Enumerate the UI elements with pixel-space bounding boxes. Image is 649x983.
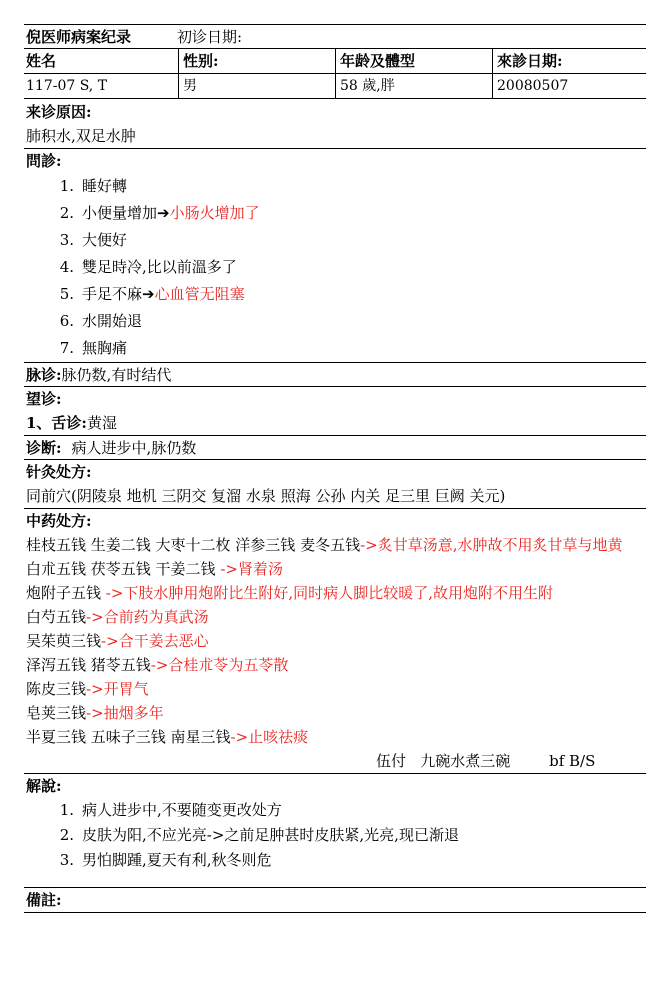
herb-line: 皂荚三钱->抽烟多年	[26, 704, 164, 722]
acupuncture-text: 同前穴(阴陵泉 地机 三阴交 复溜 水泉 照海 公孙 内关 足三里 巨阙 关元)	[26, 487, 506, 505]
reason-section	[24, 98, 646, 148]
list-item: 7. 無胸痛	[59, 339, 128, 357]
info-values-row	[24, 73, 646, 98]
diagnosis-title: 诊断:	[26, 439, 62, 457]
reason-title: 来诊原因:	[26, 103, 92, 121]
pulse-section	[24, 362, 646, 386]
herbal-section	[24, 508, 646, 773]
list-item: 1. 睡好轉	[59, 177, 128, 195]
herb-line: 炮附子五钱 ->下肢水肿用炮附比生附好,同时病人脚比较暖了,故用炮附不用生附	[26, 584, 553, 602]
diagnosis-text: 病人进步中,脉仍数	[71, 439, 197, 457]
dosage-text: 伍付 九碗水煮三碗	[376, 752, 511, 770]
explanation-title: 解說:	[26, 777, 62, 795]
name-value: 117-07 S, T	[26, 78, 108, 94]
explanation-section	[24, 773, 646, 887]
spacer	[24, 873, 646, 887]
record-title: 倪医师病案纪录	[26, 28, 132, 46]
inquiry-list	[24, 173, 646, 362]
diagnosis-section	[24, 435, 646, 459]
list-item: 1. 病人进步中,不要随变更改处方	[59, 801, 282, 819]
notes-title: 備註:	[26, 891, 62, 909]
herb-line: 陈皮三钱->开胃气	[26, 680, 149, 698]
list-item: 4. 雙足時冷,比以前溫多了	[59, 258, 237, 276]
gender-label: 性别:	[178, 49, 335, 73]
case-record	[24, 24, 646, 913]
list-item: 3. 男怕脚踵,夏天有利,秋冬则危	[59, 851, 272, 869]
gender-value: 男	[178, 74, 335, 98]
tongue-title: 1、舌诊:	[26, 414, 87, 432]
dosage-line	[24, 749, 646, 773]
inspection-section	[24, 386, 646, 435]
tongue-line	[24, 411, 646, 435]
first-visit-label: 初诊日期:	[177, 28, 243, 46]
list-item: 6. 水開始退	[59, 312, 143, 330]
herb-line: 泽泻五钱 猪苓五钱->合桂朮苓为五苓散	[26, 656, 289, 674]
explanation-list	[24, 798, 646, 873]
age-build-label: 年龄及體型	[335, 49, 492, 73]
tongue-text: 黄湿	[86, 414, 117, 432]
acupuncture-title: 针灸处方:	[26, 463, 92, 481]
herb-line: 白朮五钱 茯苓五钱 干姜二钱 ->肾着汤	[26, 560, 283, 578]
arrow-right-icon: ➔	[142, 285, 155, 303]
reason-text: 肺积水,双足水肿	[26, 127, 136, 145]
list-item: 2. 小便量增加 ➔ 小肠火增加了	[24, 200, 646, 227]
inquiry-section	[24, 148, 646, 362]
visit-date-value: 20080507	[492, 74, 646, 98]
info-labels-row	[24, 48, 646, 73]
acupuncture-section	[24, 459, 646, 508]
timing-text: bf B/S	[549, 752, 596, 770]
age-build-value: 58 歲,胖	[335, 74, 492, 98]
herb-line: 桂枝五钱 生姜二钱 大枣十二枚 洋参三钱 麦冬五钱->炙甘草汤意,水肿故不用炙甘草与地黄	[26, 536, 623, 554]
herb-line: 半夏三钱 五味子三钱 南星三钱->止咳祛痰	[26, 728, 309, 746]
pulse-text: 脉仍数,有时结代	[61, 366, 172, 384]
inquiry-title: 問診:	[26, 152, 62, 170]
herbal-title: 中药处方:	[26, 512, 92, 530]
notes-section	[24, 887, 646, 913]
list-item: 3. 大便好	[59, 231, 128, 249]
record-header	[24, 24, 646, 48]
herb-line: 白芍五钱->合前药为真武汤	[26, 608, 209, 626]
name-label: 姓名	[26, 52, 57, 70]
herb-line: 吴茱萸三钱->合干姜去恶心	[26, 632, 209, 650]
visit-date-label: 來診日期:	[492, 49, 646, 73]
list-item: 5. 手足不麻 ➔ 心血管无阻塞	[24, 281, 646, 308]
inspection-title: 望诊:	[26, 390, 62, 408]
list-item: 2. 皮肤为阳,不应光亮->之前足肿甚时皮肤紧,光亮,现已渐退	[59, 826, 459, 844]
pulse-title: 脉诊:	[26, 366, 62, 384]
arrow-right-icon: ➔	[157, 204, 170, 222]
